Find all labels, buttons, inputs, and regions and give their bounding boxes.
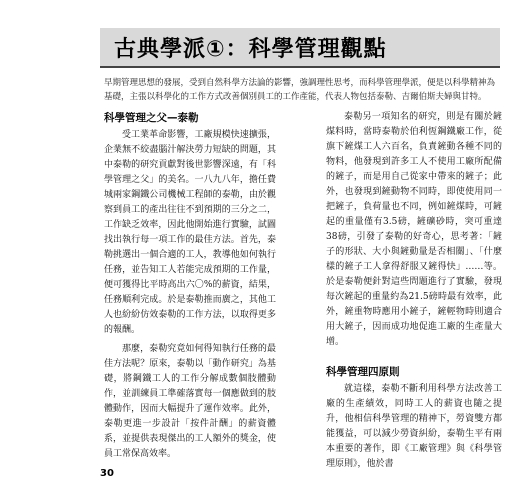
right-column	[326, 110, 502, 476]
left-column	[104, 110, 276, 466]
page-title: 古典學派①：科學管理觀點	[114, 37, 387, 62]
section-heading-taylor: 科學管理之父—泰勒	[104, 112, 199, 124]
body-paragraph: 就這樣，泰勒不斷利用科學方法改善工廠的生產績效，同時工人的薪資也隨之提升，他相信科學管理的精神下，勞資雙方都能獲益，可以減少勞資糾紛，泰勒生平有兩本重要的著作，即《工廠管理》與《科學管理原則》，他於書	[326, 384, 502, 469]
body-paragraph: 那麼，泰勒究竟如何得知執行任務的最佳方法呢？原來，泰勒以「動作研究」為基礎，將鋼鐵工人的工作分解成數個肢體動作，並訓練員工準確落實每一個應做到的肢體動作，因而大幅提升了運作效率。此外，泰勒更進一步設計「按件計酬」的薪資體系，並提供表現傑出的工人額外的獎金，使員工常保高效率。	[104, 344, 276, 459]
body-paragraph: 受工業革命影響，工廠規模快速擴張，企業無不絞盡腦汁解決勞力短缺的問題，其中泰勒的研究貢獻對後世影響深遠，有「科學管理之父」的美名。一八九八年，擔任費城兩家鋼鐵公司機械工程師的泰勒，由於觀察到員工的產出往往不到預期的三分之二，工作缺乏效率，因此他開始進行實驗，試圖找出執行每一項工作的最佳方法。首先，泰勒挑選出一個合適的工人，教導他如何執行任務，並告知工人若能完成預期的工作量，便可獲得比平時高出六〇%的薪資，結果，任務順利完成。於是泰勒推而廣之，其他工人也紛紛仿效泰勒的工作方法，以取得更多的報酬。	[104, 130, 276, 335]
section-heading-four-principles: 科學管理四原則	[326, 366, 400, 378]
page-number: 30	[100, 468, 114, 479]
body-paragraph: 泰勒另一項知名的研究，則是有關於鏟煤料時，當時泰勒於伯利恆鋼鐵廠工作，從旗下鏟煤工人六百名，負責鏟動各種不同的物料，他發現到許多工人不使用工廠所配備的鏟子，而是用自己從家中帶來的鏟子；此外，也發現到鏟動物不同時，即使使用同一把鏟子，負荷量也不同，例如鏟煤時，可鏟起的重量僅有3.5磅，鏟礦砂時，突可重達38磅，引發了泰勒的好奇心，思考著：「鏟子的形狀、大小與鏟動量是否相關」、「什麼樣的鏟子工人拿得舒服又鏟得快」……等。於是泰勒便針對這些問題進行了實驗，發現每次鏟起的重量約為21.5磅時最有效率，此外，鏟重物時應用小鏟子，鏟輕物時則適合用大鏟子，因而成功地促進工廠的生產量大增。	[326, 112, 502, 347]
title-banner	[100, 28, 500, 68]
intro-paragraph: 早期管理思想的發展，受到自然科學方法論的影響，強調理性思考，而科學管理學派，便是以科學精神為基礎，主張以科學化的工作方式改善個別員工的工作產能，代表人物包括泰勒、吉爾伯斯夫婦與甘特。	[104, 78, 496, 102]
